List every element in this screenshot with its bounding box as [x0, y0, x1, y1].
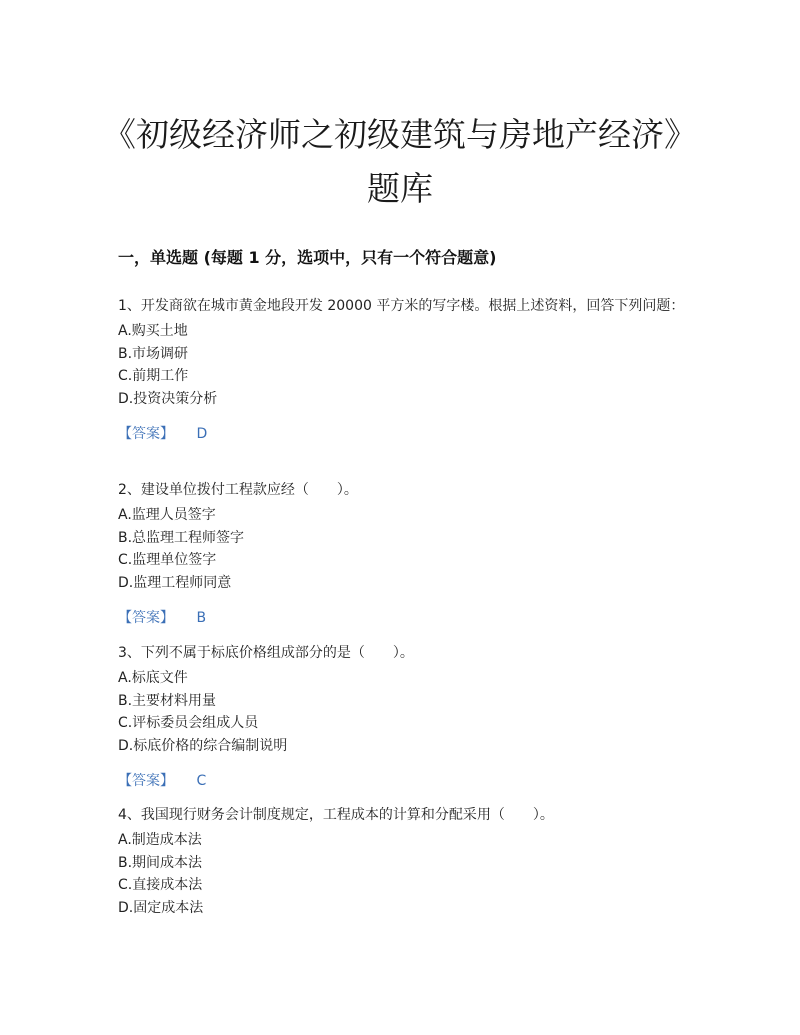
- option-b: B.期间成本法: [118, 854, 203, 871]
- option-c: C.直接成本法: [118, 877, 203, 893]
- option-d: D.固定成本法: [118, 899, 204, 916]
- option-a: A.购买土地: [118, 323, 188, 339]
- answer-label: 【答案】: [118, 610, 174, 626]
- question-2: [118, 480, 688, 628]
- option-b: B.市场调研: [118, 345, 189, 362]
- question-stem: 4、我国现行财务会计制度规定，工程成本的计算和分配采用（ ）。: [118, 807, 554, 823]
- section-heading: 一，单选题 (每题 1 分，选项中，只有一个符合题意): [118, 248, 497, 267]
- option-b: B.总监理工程师签字: [118, 529, 245, 546]
- question-4: [118, 805, 688, 919]
- question-3: [118, 643, 688, 791]
- answer-label: 【答案】: [118, 773, 174, 789]
- answer-label: 【答案】: [118, 426, 174, 442]
- option-d: D.标底价格的综合编制说明: [118, 737, 288, 754]
- answer-line: [118, 424, 688, 444]
- option-b: B.主要材料用量: [118, 692, 217, 709]
- answer-value: C: [196, 773, 207, 789]
- question-stem: 2、建设单位拨付工程款应经（ ）。: [118, 482, 358, 498]
- answer-line: [118, 771, 688, 791]
- option-a: A.标底文件: [118, 670, 188, 686]
- option-a: A.制造成本法: [118, 832, 202, 848]
- document-title: 《初级经济师之初级建筑与房地产经济》题库: [103, 115, 697, 208]
- option-c: C.前期工作: [118, 368, 189, 384]
- answer-line: [118, 608, 688, 628]
- question-stem: 3、下列不属于标底价格组成部分的是（ ）。: [118, 645, 414, 661]
- answer-value: D: [196, 426, 208, 442]
- option-d: D.监理工程师同意: [118, 574, 232, 591]
- option-c: C.评标委员会组成人员: [118, 715, 259, 731]
- option-c: C.监理单位签字: [118, 552, 217, 568]
- option-d: D.投资决策分析: [118, 390, 218, 407]
- answer-value: B: [196, 610, 207, 626]
- option-a: A.监理人员签字: [118, 507, 216, 523]
- question-stem: 1、开发商欲在城市黄金地段开发 20000 平方米的写字楼。根据上述资料，回答下列问题：: [118, 298, 685, 314]
- question-1: [118, 296, 688, 444]
